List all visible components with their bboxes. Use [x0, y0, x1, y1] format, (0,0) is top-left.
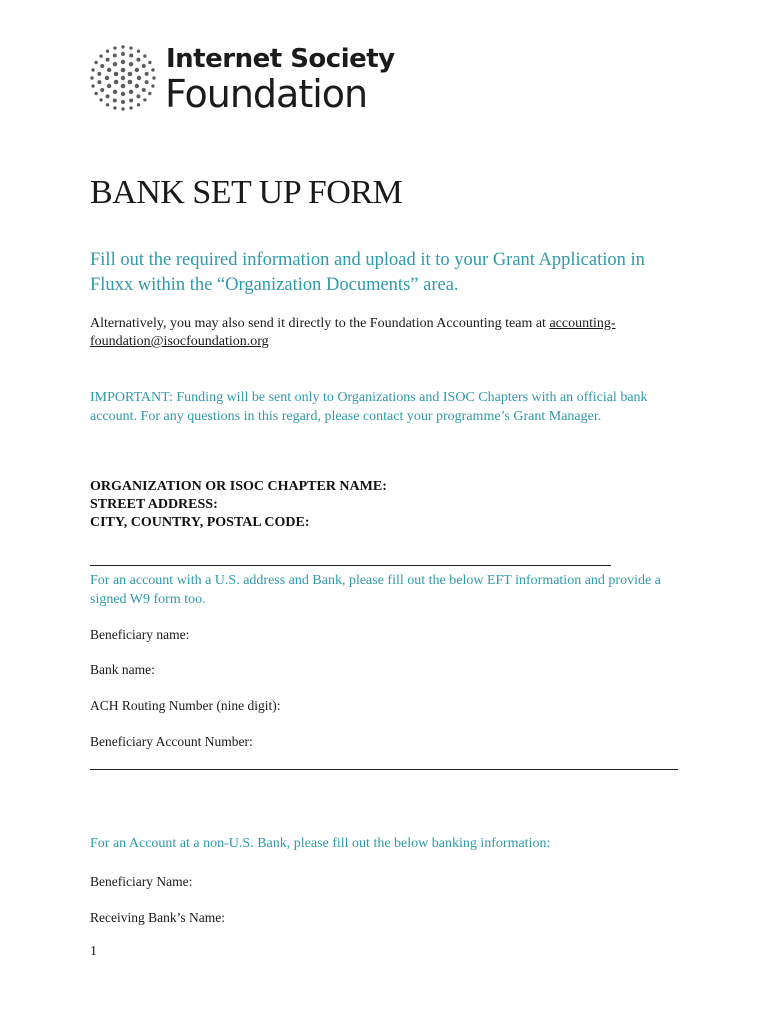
us-bank-name-label: Bank name:: [90, 662, 155, 677]
section-divider-2: [90, 769, 678, 770]
non-us-beneficiary-name-label: Beneficiary Name:: [90, 874, 193, 889]
email-part-2: foundation@isocfoundation.org: [90, 334, 269, 349]
organization-fields: [90, 478, 387, 532]
page-title: BANK SET UP FORM: [90, 174, 403, 211]
important-notice: IMPORTANT: Funding will be sent only to Organizations and ISOC Chapters with an official bank account. For any questions in this regard, please contact your programme’s Grant Manager.: [90, 390, 648, 424]
alternative-instructions: [90, 315, 680, 351]
org-name-label: ORGANIZATION OR ISOC CHAPTER NAME:: [90, 479, 387, 494]
us-beneficiary-name-label: Beneficiary name:: [90, 627, 190, 642]
us-account-note: For an account with a U.S. address and Bank, please fill out the below EFT information and provide a signed W9 form too.: [90, 573, 661, 607]
alternative-text: Alternatively, you may also send it directly to the Foundation Accounting team at: [90, 316, 550, 331]
ach-routing-number-label: ACH Routing Number (nine digit):: [90, 698, 281, 713]
internet-society-foundation-logo: [88, 42, 395, 116]
street-address-label: STREET ADDRESS:: [90, 497, 218, 512]
logo-text-line2: Foundation: [165, 72, 368, 116]
email-part-1: accounting-: [549, 316, 616, 331]
section-divider-1: [90, 565, 611, 566]
beneficiary-account-number-label: Beneficiary Account Number:: [90, 734, 253, 749]
intro-instructions: Fill out the required information and upload it to your Grant Application in Fluxx within the “Organization Documents” area.: [90, 250, 645, 295]
city-country-postal-label: CITY, COUNTRY, POSTAL CODE:: [90, 515, 310, 530]
logo-text-line1: Internet Society: [166, 44, 395, 74]
receiving-bank-name-label: Receiving Bank’s Name:: [90, 910, 225, 925]
page-number: 1: [90, 944, 97, 959]
dotted-globe-icon: [88, 42, 158, 114]
non-us-account-note: For an Account at a non-U.S. Bank, please fill out the below banking information:: [90, 836, 551, 851]
